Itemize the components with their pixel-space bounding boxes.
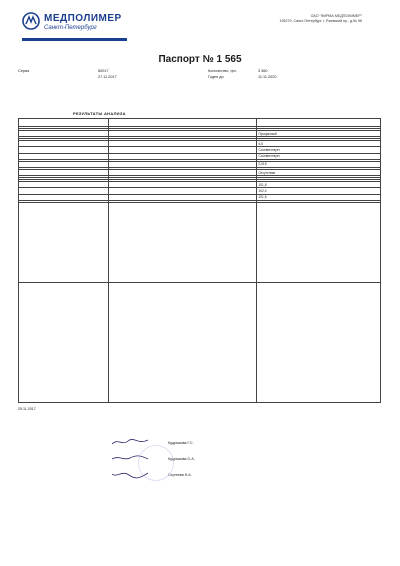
meta-right-value: 11.11.2020 — [258, 75, 277, 79]
logo-name: МЕДПОЛИМЕР — [44, 13, 122, 24]
company-stamp — [138, 445, 174, 481]
signer-name-1: Кудряшова Г.С. — [168, 440, 194, 445]
document-footer — [18, 407, 382, 507]
issue-date: 25.11.2017 — [18, 406, 36, 411]
meta-value: 27.11.2017 — [98, 75, 117, 79]
table-cell — [109, 202, 257, 282]
table-cell: 5,5 — [257, 141, 381, 147]
logo-underline — [22, 38, 127, 41]
organization-address — [212, 14, 362, 24]
table-row-labeling — [19, 282, 381, 402]
table-cell — [19, 282, 109, 402]
meta-right-label: Количество, фл. — [208, 69, 237, 73]
medpolymer-logo-icon — [22, 12, 40, 30]
results-heading: РЕЗУЛЬТАТЫ АНАЛИЗА — [73, 111, 126, 116]
table-cell — [257, 202, 381, 282]
table-cell: 101,8 — [257, 182, 381, 188]
column-header-result — [257, 119, 381, 127]
signature-1 — [110, 437, 150, 447]
table-cell: Прозрачный — [257, 131, 381, 137]
table-cell — [19, 202, 109, 282]
signer-name-3: Сергеева Н.А. — [168, 472, 192, 477]
table-cell: 0,015 — [257, 161, 381, 167]
table-row-composition — [19, 202, 381, 282]
document-header — [18, 12, 382, 48]
analysis-results-table — [18, 118, 381, 403]
table-cell: Соответствует — [257, 147, 381, 153]
logo-city: Санкт-Петербург — [44, 25, 97, 31]
table-cell: 101,6 — [257, 194, 381, 200]
company-logo — [22, 12, 132, 46]
meta-right-label: Годен до — [208, 75, 224, 79]
batch-meta — [18, 69, 382, 109]
table-cell: Отсутствие — [257, 170, 381, 176]
table-cell: 102,4 — [257, 188, 381, 194]
signer-name-2: Кудряшова О.А. — [168, 456, 195, 461]
table-cell: Соответствует — [257, 153, 381, 159]
table-cell — [109, 282, 257, 402]
org-line: 195279, Санкт-Петербург, г. Ржевский пр., д.№ 96 — [279, 19, 362, 23]
meta-right-value: 3 360 — [258, 69, 268, 73]
table-header-row — [19, 119, 381, 127]
column-header-norm — [109, 119, 257, 127]
table-cell — [257, 282, 381, 402]
column-header-indicator — [19, 119, 109, 127]
org-line: ОАО "ФИРМА МЕДПОЛИМЕР" — [310, 14, 362, 18]
passport-title: Паспорт № 1 565 — [158, 54, 242, 65]
meta-label: Серия — [18, 69, 30, 73]
meta-value: 60017 — [98, 69, 109, 73]
